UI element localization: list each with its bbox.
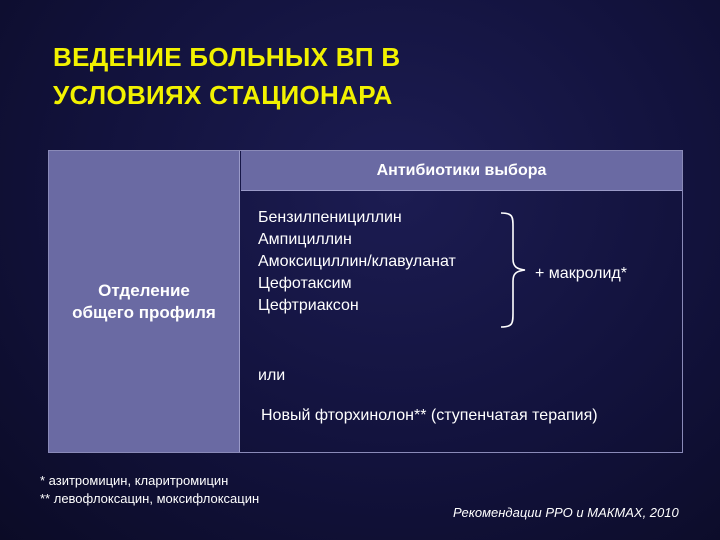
treatment-table xyxy=(48,150,683,453)
or-label: или xyxy=(258,367,286,384)
combination-label: + макролид* xyxy=(535,265,627,282)
footnote-2: ** левофлоксацин, моксифлоксацин xyxy=(40,491,260,506)
drug-item: Бензилпенициллин xyxy=(258,209,402,226)
right-brace-icon xyxy=(499,211,529,329)
column-header: Антибиотики выбора xyxy=(241,151,682,191)
drug-item: Цефтриаксон xyxy=(258,297,359,314)
drug-item: Цефотаксим xyxy=(258,275,352,292)
title-line-1: ВЕДЕНИЕ БОЛЬНЫХ ВП В xyxy=(53,42,401,72)
drug-item: Амоксициллин/клавуланат xyxy=(258,253,456,270)
footnotes xyxy=(40,472,259,508)
therapy-cell xyxy=(241,191,682,452)
footnote-1: * азитромицин, кларитромицин xyxy=(40,473,229,488)
row-label-line-2: общего профиля xyxy=(72,302,216,322)
source-citation: Рекомендации РРО и МАКМАХ, 2010 xyxy=(453,505,679,520)
slide-title xyxy=(53,38,673,114)
row-label-line-1: Отделение xyxy=(98,280,190,300)
row-label-cell xyxy=(49,151,240,452)
row-label xyxy=(72,280,216,324)
title-line-2: УСЛОВИЯХ СТАЦИОНАРА xyxy=(53,80,393,110)
alternative-therapy: Новый фторхинолон** (ступенчатая терапия) xyxy=(261,407,598,424)
drug-list xyxy=(258,207,456,317)
drug-item: Ампициллин xyxy=(258,231,352,248)
